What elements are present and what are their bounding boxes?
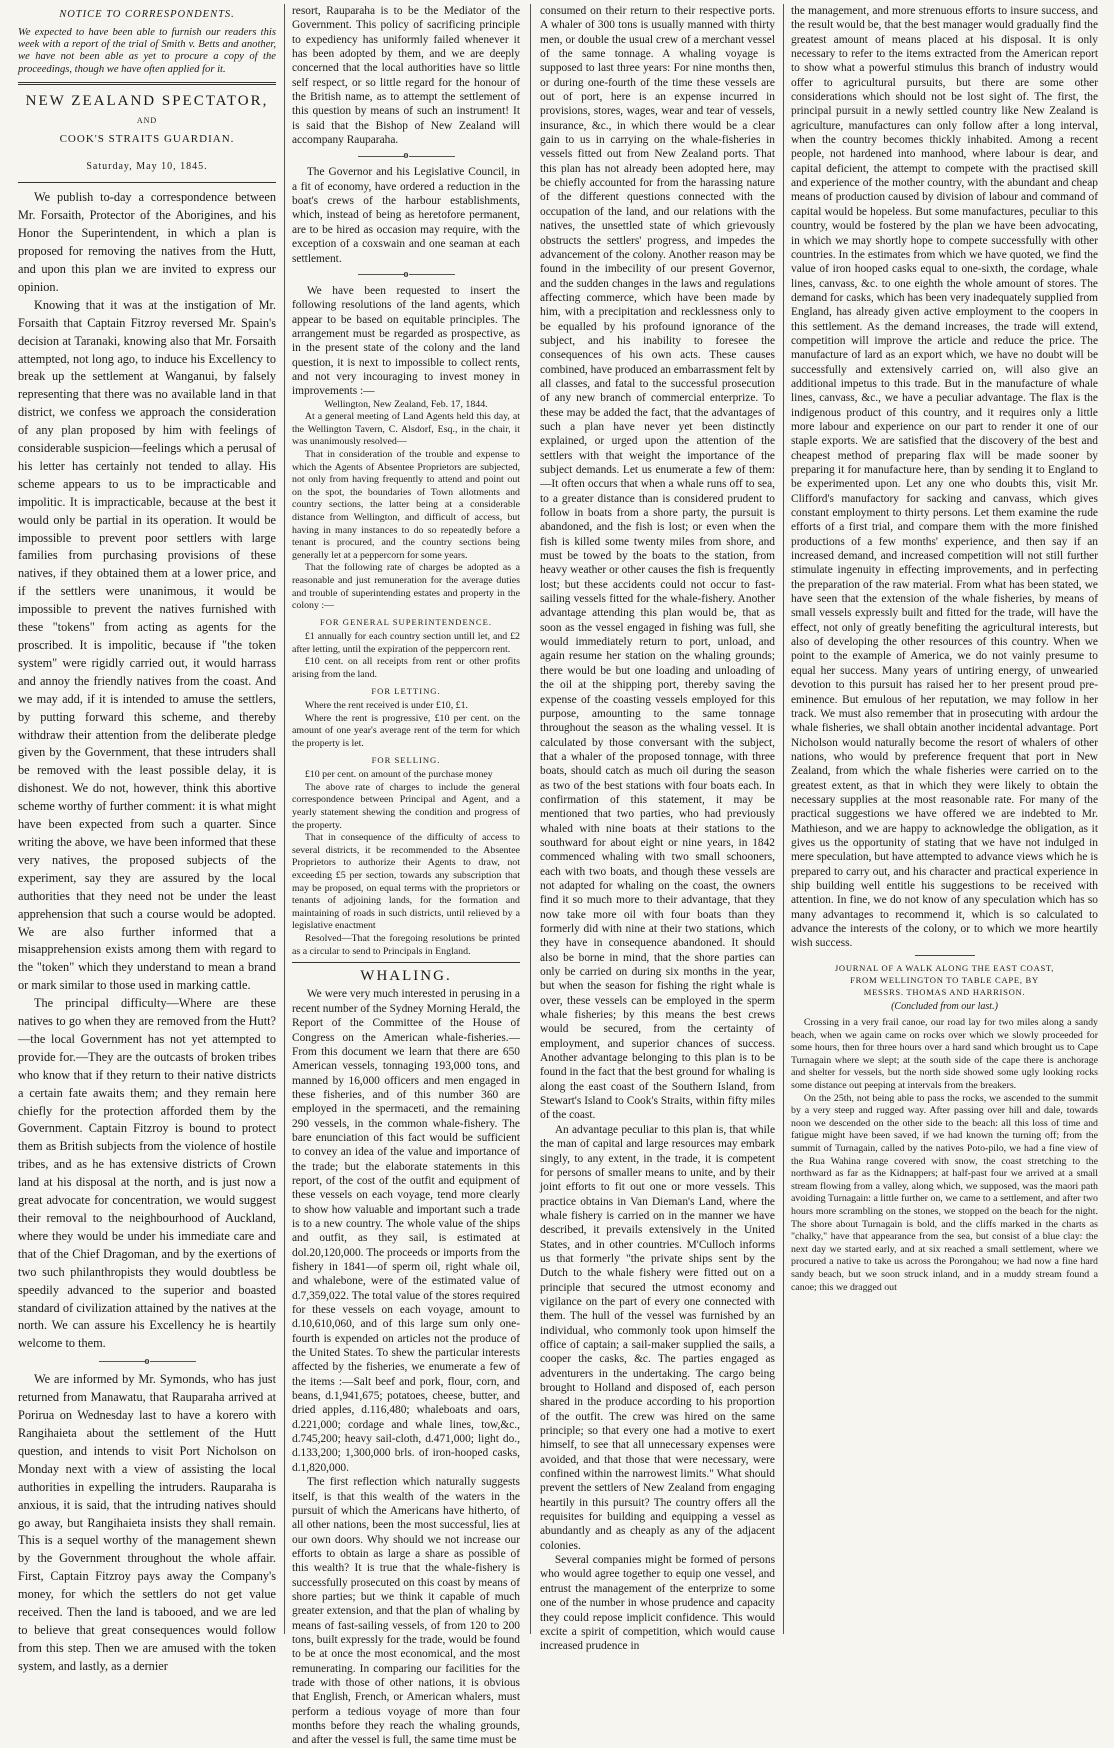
column-3: [540, 4, 776, 1653]
article-forsaith-plan: Knowing that it was at the instigation of Mr. Forsaith that Captain Fitzroy reversed Mr. Spain's decision at Taranaki, knowing also that Mr. Forsaith attempted, not long ago, to induce his Excellency to break up the settlement at Wanganui, by falsely representing that there was no available land in that district, we confess we approach the consideration of any plan proposed by him with feelings of considerable suspicion—feelings which a perusal of his letter has certainly not tended to allay. His scheme appears to us to be impracticable and impolitic. It is impracticable, because at the best it would only be partial in its operation. It would be impossible to prevent poor settlers with large families from purchasing provisions of these natives, if they obtained them at a lower price, and if the settlers were unanimous, it would be impossible to prevent the natives furnished with these "tokens" from acting as agents for the proscribed. It is impolitic, because if "the token system" were rigidly carried out, it would harrass and annoy the friendly natives from the coast. And we may add, if it is intended to amuse the settlers, by putting forward this scheme, and thereby withdraw their attention from the deliberate pledge given by the Government, that these intruders shall be removed with the least possible delay, it is dishonest. We do not, however, think this abortive scheme worthy of further comment: it is what might have been expected from such a quarter. Since writing the above, we have been informed that these very natives, the proposed subjects of the experiment, say they are assured by the local authorities that they need not be under the least apprehension that such a course would be adopted. We are also further informed that a misapprehension exists among them with regard to the "token" which they understand to mean a brand or mark similar to those used in marking cattle.: [18, 297, 276, 993]
masthead-and: AND: [136, 115, 158, 125]
rate-sell-2: The above rate of charges to include the general correspondence between Principal and Agent, and a yearly statement shewing the condition and progress of the property.: [292, 781, 520, 831]
journal-title-line-2: FROM WELLINGTON TO TABLE CAPE, BY: [850, 974, 1039, 985]
issue-date: Saturday, May 10, 1845.: [86, 161, 208, 173]
notice-body: We expected to have been able to furnish our readers this week with a report of the trial of Smith v. Betts and another, we have not been able as yet to procure a copy of the proceedings, though we have often applied for it.: [18, 26, 276, 75]
resolutions-intro: At a general meeting of Land Agents held this day, at the Wellington Tavern, C. Alsdorf, Esq., in the chair, it was unanimously resolved—: [292, 411, 520, 448]
heading-letting: FOR LETTING.: [371, 685, 441, 696]
article-rauparaha-cont: resort, Rauparaha is to be the Mediator of the Government. This policy of sacrificing principle to expediency has uniformly failed whenever it has been adopted by them, and we are deeply concerned that the local authorities have so little self respect, or so little regard for the honour of the British name, as to attempt the settlement of this question by means of such an instrument! It is said that the Bishop of New Zealand will accompany Rauparaha.: [292, 5, 520, 147]
masthead-subtitle: COOK'S STRAITS GUARDIAN.: [59, 132, 235, 145]
article-rauparaha: We are informed by Mr. Symonds, who has just returned from Manawatu, that Rauparaha arrived at Porirua on Wednesday last to have a korero with Rangihaieta about the settlement of the Hutt question, and intends to visit Port Nicholson on Monday next with a view of assisting the local authorities in expelling the intruders. Rauparaha is anxious, it is said, that the intruding natives should go away, but Rangihaieta insists they shall remain. This is a sequel worthy of the management shewn by the Government throughout the whole affair. First, Captain Fitzroy pays away the Company's money, for which the settlers do not get value received. Then the land is tabooed, and we are led to believe that great consequences would follow from this step. Then we are amused with the token system, and lastly, as a dernier: [18, 1372, 276, 1673]
rate-super-2: £10 cent. on all receipts from rent or other profits arising from the land.: [292, 656, 520, 681]
whaling-para-3: consumed on their return to their respective ports. A whaler of 300 tons is usually manned with thirty men, or double the usual crew of a merchant vessel of the same tonnage. A whaling voyage is supposed to last three years: For nine months then, or during one-fourth of the time these vessels are out of port, here is an expense incurred in provisions, stores, wages, wear and tear of vessels, insurance, &c., in which there would be a clear gain to us in carrying on the whale-fisheries in vessels fitted out from New Zealand ports. That this plan has not already been adopted here, may be chiefly accounted for from the harassing nature of the different questions connected with the occupation of the land, and our relations with the natives, the unsettled state of which grievously obstructs the settlers' progress, and impedes the advancement of the colony. Another reason may be found in the imbecility of our present Governor, and the sudden changes in the laws and regulations affecting commerce, which have been made by him, with a precipitation and recklessness only to be equalled by his profound ignorance of the subject, and his inability to foresee the consequences of his own acts. These causes combined, have produced an embarrassment felt by all classes, and fatal to the successful prosecution of any new branch of commercial enterprize. To these may be added the fact, that the advantages of such a plan have never yet been distinctly explained, or urged upon the attention of the settlers with that weight the importance of the subject demands. Let us enumerate a few of them:—It often occurs that when a whale runs off to sea, to a greater distance than is considered prudent to follow in boats from a shore party, the pursuit is abandoned, and the fish is lost; or even when the fish is killed some twenty miles from shore, and must be towed by the boats to the station, from heavy weather or other causes the fish is frequently lost; but these accidents could not occur to fast-sailing vessels fitted for the whale-fishery. Another advantage attending this plan would be, that as soon as the vessel engaged in fishing was full, she would immediately return to port, unload, and again resume her station on the whaling grounds; there would be but one loading and unloading of the oil at the shipping port, thereby saving the expense of the coasting vessels employed for this purpose, amounting to the same tonnage throughout the season as the whaling vessel. It is calculated by those conversant with the subject, that a whaler of the proposed tonnage, with three boats, should catch as much oil during the season as two of the best stations with four boats each. In confirmation of this statement, it may be mentioned that two parties, who had previously whaled with nine boats at their stations to the southward for about eight or nine years, in 1842 commenced whaling with two small schooners, each with two boats, and though these vessels are not adapted for whaling on the coast, the owners find it so much more to their advantage, that they now take more oil with four boats than they formerly did with nine at their two stations, which they have in consequence abandoned. It should also be borne in mind, that the shore parties can only be carried on during six months in the year, but when the season for fishing the right whale is over, these vessels can be employed in the sperm whale fisheries; by this means the best crews would be secured, from the certainty of employment, and superior chances of success. Another advantage belonging to this plan is to be found in the fact that the best ground for whaling is along the east coast of the Southern Island, from Stewart's Island to Cook's Straits, within fifty miles of the coast.: [540, 5, 776, 1122]
column-rule: [783, 4, 784, 1634]
resolutions-resolved: Resolved—That the foregoing resolutions be printed as a circular to send to Principals in England.: [292, 932, 520, 957]
article-hutt-correspondence: We publish to-day a correspondence between Mr. Forsaith, Protector of the Aborigines, and his Honor the Superintendent, in which a plan is proposed for removing the natives from the Hutt, and upon this plan we are invited to express our opinion.: [18, 190, 276, 294]
notice-title: NOTICE TO CORRESPONDENTS.: [59, 9, 235, 20]
journal-title-line-1: JOURNAL OF A WALK ALONG THE EAST COAST,: [834, 962, 1055, 973]
article-principal-difficulty: The principal difficulty—Where are these natives to go when they are removed from the Hutt?—the local Government has not yet attempted to provide for.—They are the outcasts of broken tribes who know that if they return to their native districts a certain fate awaits them; and they remain here chiefly for the protection afforded them by the Government. Captain Fitzroy is bound to protect them as British subjects from the violence of hostile tribes, and as he has extensive districts of Crown land at his disposal at the north, and is just now a great advocate for concentration, we would suggest their removal to the neighbourhood of Auckland, where they would be under his immediate care and that of the Chief Dragoman, and by the exertions of two such philanthropists they would doubtless be speedily advanced to the superior and boasted standard of civilization attained by the natives at the north. We can assure his Excellency he is heartily welcome to them.: [18, 996, 276, 1351]
heading-superintendence: FOR GENERAL SUPERINTENDENCE.: [319, 616, 493, 627]
journal-para-1: Crossing in a very frail canoe, our road lay for two miles along a sandy beach, when we again came on rocks over which we slowly proceeded for some hours, then for three hours over a hard sand which brought us to Cape Turnagain where we slept; at the south side of the cape there is anchorage and shelter for vessels, but the north side showed some ugly looking rocks some distance out peeping at intervals from the breakers.: [791, 1017, 1098, 1091]
column-rule: [530, 4, 531, 1634]
journal-title: [791, 962, 1098, 998]
rate-sell-3: That in consequence of the difficulty of access to several districts, it be recommended to the Absentee Proprietors to authorize their Agents to draw, not exceeding £5 per section, towards any subscription that may be proposed, on equal terms with the proprietors or tenants of adjoining lands, for the formation and maintaining of roads in such districts, until relieved by a legislative enactment: [292, 832, 520, 932]
article-boat-crews: The Governor and his Legislative Council, in a fit of economy, have ordered a reduction in the boat's crews of the harbour establishments, which, instead of being as heretofore permanent, are to be hired as occasion may require, with the exception of a coxswain and one seaman at each settlement.: [292, 166, 520, 265]
whaling-para-6: the management, and more strenuous efforts to insure success, and the result would be, that the best manager would gradually find the greatest amount of means placed at his disposal. It is only necessary to refer to the items extracted from the American report to show what a powerful stimulus this branch of industry would offer to agricultural pursuits, but there are some other considerations which should not be lost sight of. The first, the principal pursuit in a newly settled country like New Zealand is agriculture, manufactures can only follow after a long interval, when the country becomes thickly inhabited. Among a recent people, not hardened into manhood, where labour is dear, and capital deficient, the attempt to compete with the practised skill and experience of the mother country, with the abundant and cheap means of production caused by division of labour and command of capital would be hopeless. But some manufactures, peculiar to this country, would be fostered by the plan we have been advocating, in which we may shortly hope to compete successfully with other countries. In the estimates from which we have quoted, we find the value of iron hooped casks equal to one-sixth, the cordage, whale lines, canvass, &c. to one eighth the whole amount of stores. The demand for casks, which has been very inadequately supplied from England, has already given active employment to the coopers in this settlement. As the demand increases, the trade will extend, competition will improve the article and reduce the price. The manufacture of lard as an export which, we have no doubt will be successfully and extensively carried on, will also give an additional impetus to this trade. But in the manufacture of whale lines, canvass, &c., we have a peculiar advantage. The flax is the indigenous product of this country, and it requires only a little more labour and experience on our part to render it one of our staple exports. We are satisfied that the discovery of the best and cheapest method of preparing flax will be made sooner by preparing it for manufacture here, than by sending it to England to be experimented upon. Let any one who doubts this, visit Mr. Clifford's manufactory for sacking and canvass, which gives constant employment to thirty persons. Let them examine the rude efforts of a first trial, and compare them with the more finished productions of a few months' experience, and then say if an increased demand, and increased competition will not still further stimulate ingenuity in effecting improvements, and in perfecting the preparation of the raw material. From what has been stated, we have seen that the extension of the whale fisheries, by means of small vessels expressly built and fitted for the trade, will have the effect, not only of greatly benefiting the agricultural interests, but also of developing the other resources of this country. When we point to the example of America, we do not vainly presume to equal her success. Many years of untiring energy, of unwearied devotion to this pursuit has raised her to her present proud pre-eminence. But emulous of her reputation, we may follow in her track. We must also remember that in prosecuting with ardour the whale fisheries, we shall obtain another incidental advantage. Port Nicholson would naturally become the resort of whalers of other nations, who would by preference frequent that port in New Zealand, from which the whale fisheries were carried on to the greatest extent, as that in which they were likely to obtain the necessary supplies at the most reasonable rate. For many of the practical suggestions we have offered we are indebted to Mr. Mathieson, and we are happy to acknowledge the obligation, as it gives us the opportunity of stating that we have not indulged in mere speculation, but have attempted to advance views which he is prepared to carry out, and his character and practical experience in ship building well entitle his suggestions to be received with attention. In fine, we do not know of any speculation which has so many advantages to recommend it, which is so calculated to advance the interests of the colony, or to which we more heartily wish success.: [791, 5, 1098, 950]
section-rule: [915, 955, 975, 956]
resolutions-schedule: That the following rate of charges be adopted as a reasonable and just remuneration for the average duties and trouble of superintending estates and property in the colony :—: [292, 562, 520, 612]
rate-super-1: £1 annually for each country section untill let, and £2 after letting, until the expiration of the peppercorn rent.: [292, 631, 520, 655]
section-separator: o: [292, 150, 520, 162]
section-separator: o: [292, 269, 520, 281]
whaling-para-4: An advantage peculiar to this plan is, that while the man of capital and large resources may embark singly, to any extent, in the trade, it is competent for persons of smaller means to unite, and by their joint efforts to fit out one or more vessels. This practice obtains in Van Dieman's Land, where the whale fishery is carried on in the manner we have described, it prevails extensively in the United States, and in other countries. M'Culloch informs us that formerly "the private ships sent by the Dutch to the whale fishery were fitted out on a principle that secured the utmost economy and vigilance on the part of every one connected with them. The hull of the vessel was furnished by an individual, who commonly took upon himself the office of captain; a sail-maker supplied the sails, a cooper the casks, &c. The parties engaged as adventurers in the undertaking. The cargo being brought to Holland and disposed of, each person shared in the produce according to his proportion of the outfit. The crew was hired on the same principle; so that every one had a motive to exert himself, to see that all unnecessary expenses were avoided, and that those that were necessary, were confined within the narrowest limits." What should prevent the settlers of New Zealand from engaging heartily in this pursuit? The country offers all the requisites for building and equipping a vessel as abundantly and as cheaply as any of the adjacent colonies.: [540, 1123, 775, 1552]
column-4: [791, 4, 1098, 1634]
section-separator: o: [18, 1356, 276, 1368]
rate-let-1: Where the rent received is under £10, £1.: [304, 700, 469, 712]
article-land-agents: We have been requested to insert the following resolutions of the land agents, which appear to be based on equitable principles. The arrangement must be regarded as prospective, as in the present state of the colony and the land question, it is next to impossible to collect rents, and not very incouraging to invest money in improvements :—: [292, 284, 520, 398]
whaling-para-1: We were very much interested in perusing in a recent number of the Sydney Morning Herald, the Report of the Committee of the House of Congress on the American whale-fisheries.—From this document we learn that there are 650 American vessels, tonnaging 193,000 tons, and manned by 16,000 officers and men engaged in these fisheries, and of this number 360 are employed in the spermaceti, and the remaining 290 vessels, in the common whale-fishery. The bare enunciation of this fact would be sufficient to convey an idea of the value and importance of the trade; but the elaborate statements in this report, of the cost of the outfit and equipment of these vessels on each voyage, tend more clearly to show how valuable and important such a trade is to a new country. The whole value of the ships and outfit, as they sail, is estimated at dol.20,120,000. The proceeds or imports from the fishery in 1841—of sperm oil, right whale oil, and whalebone, were of the estimated value of d.7,359,022. The total value of the stores required for these vessels on each voyage, amount to d.10,610,060, and of this large sum only one-fourth is expended on articles not the produce of the United States. To shew the particular interests affected by the fisheries, we enumerate a few of the items :—Salt beef and pork, flour, corn, and beans, d.1,941,675; potatoes, cheese, butter, and dried apples, d.116,480; whaleboats and oars, d.221,000; cordage and whale lines, tow,&c., d.745,200; heavy sail-cloth, d.471,000; light do., d.133,200; 1,300,000 brls. of iron-hooped casks, d.1,820,000.: [292, 988, 520, 1474]
journal-body: [791, 1017, 1098, 1294]
whaling-para-2: The first reflection which naturally suggests itself, is that this wealth of the waters in the pursuit of which the Americans have hitherto, of all other nations, been the most successful, lies at our own doors. Why should we not increase our efforts to obtain as large a share as possible of this wealth? It is true that the whale-fishery is successfully prosecuted on this coast by means of shore parties; but we think it capable of much greater extension, and that the plan of whaling by means of fast-sailing vessels, of from 120 to 200 tons, built expressly for the trade, would be found to be at once the most economical, and the most remunerating. In comparing our facilities for the trade with those of other nations, it is obvious that English, French, or American whalers, must perform a tedious voyage of more than four months before they reach the whaling grounds, and after the vessel is full, the same time must be: [292, 1476, 520, 1747]
masthead-rule-bottom: [18, 182, 276, 183]
heading-selling: FOR SELLING.: [371, 754, 441, 765]
journal-title-line-3: MESSRS. THOMAS AND HARRISON.: [863, 986, 1026, 997]
resolutions-dateline: Wellington, New Zealand, Feb. 17, 1844.: [324, 398, 488, 410]
masthead-title: NEW ZEALAND SPECTATOR,: [25, 92, 269, 109]
journal-para-2: On the 25th, not being able to pass the rocks, we ascended to the summit by a very steep and rugged way. After passing over hill and dale, towards noon we descended on the other side to the beach: all this loss of time and fatigue might have been saved, if we had known the turning off; from the summit of Turnagain, called by the natives Poto-pilo, we had a fine view of the Rua Wahina range covered with snow, the coast stretching to the northward as far as the Kidnappers; at half-past four we arrived at a small stream flowing from a valley, along which, we supposed, was the maori path avoiding Turnagain: a little further on, we came to a settlement, and after two hours more scrambling on the stones, we stopped on the beach for the night. The shore about Turnagain is bold, and the cliffs marked in the charts as "chalky," have that appearance from the sea, but consist of a blue clay: the next day we started early, and at six reached a small settlement, where we procured a native to take us across the Porongahou; we had now a fine hard sandy beach, but we soon struck inland, and in a muddy stream found a canoe; this we dragged out: [791, 1092, 1098, 1293]
resolutions-body: That in consideration of the trouble and expense to which the Agents of Absentee Proprietors are subjected, not only from having frequently to attend and point out on the spot, the boundaries of Town allotments and country sections, the latter being at a considerable distance from Wellington, and difficult of access, but having in many instances to do so repeatedly before a tenant is procured, and the country sections being generally let at a peppercorn for some years.: [292, 448, 520, 561]
whaling-para-5: Several companies might be formed of persons who would agree together to equip one vessel, and entrust the management of the enterprize to some one of the number in whose prudence and capacity they could repose implicit confidence. This would excite a spirit of competition, which would cause increased prudence in: [540, 1554, 775, 1653]
journal-subtitle: (Concluded from our last.): [891, 1000, 998, 1012]
column-1: [18, 4, 276, 1673]
column-2: [292, 4, 520, 1747]
rate-let-2: Where the rent is progressive, £10 per cent. on the amount of one year's average rent of the term for which the property is let.: [292, 712, 520, 750]
masthead-rule-top: [18, 82, 276, 85]
whaling-rule: [292, 962, 520, 963]
whaling-title: WHALING.: [360, 968, 452, 985]
column-rule: [284, 4, 285, 1634]
land-agents-resolutions: [292, 399, 520, 959]
rate-sell-1: £10 per cent. on amount of the purchase money: [304, 769, 493, 781]
